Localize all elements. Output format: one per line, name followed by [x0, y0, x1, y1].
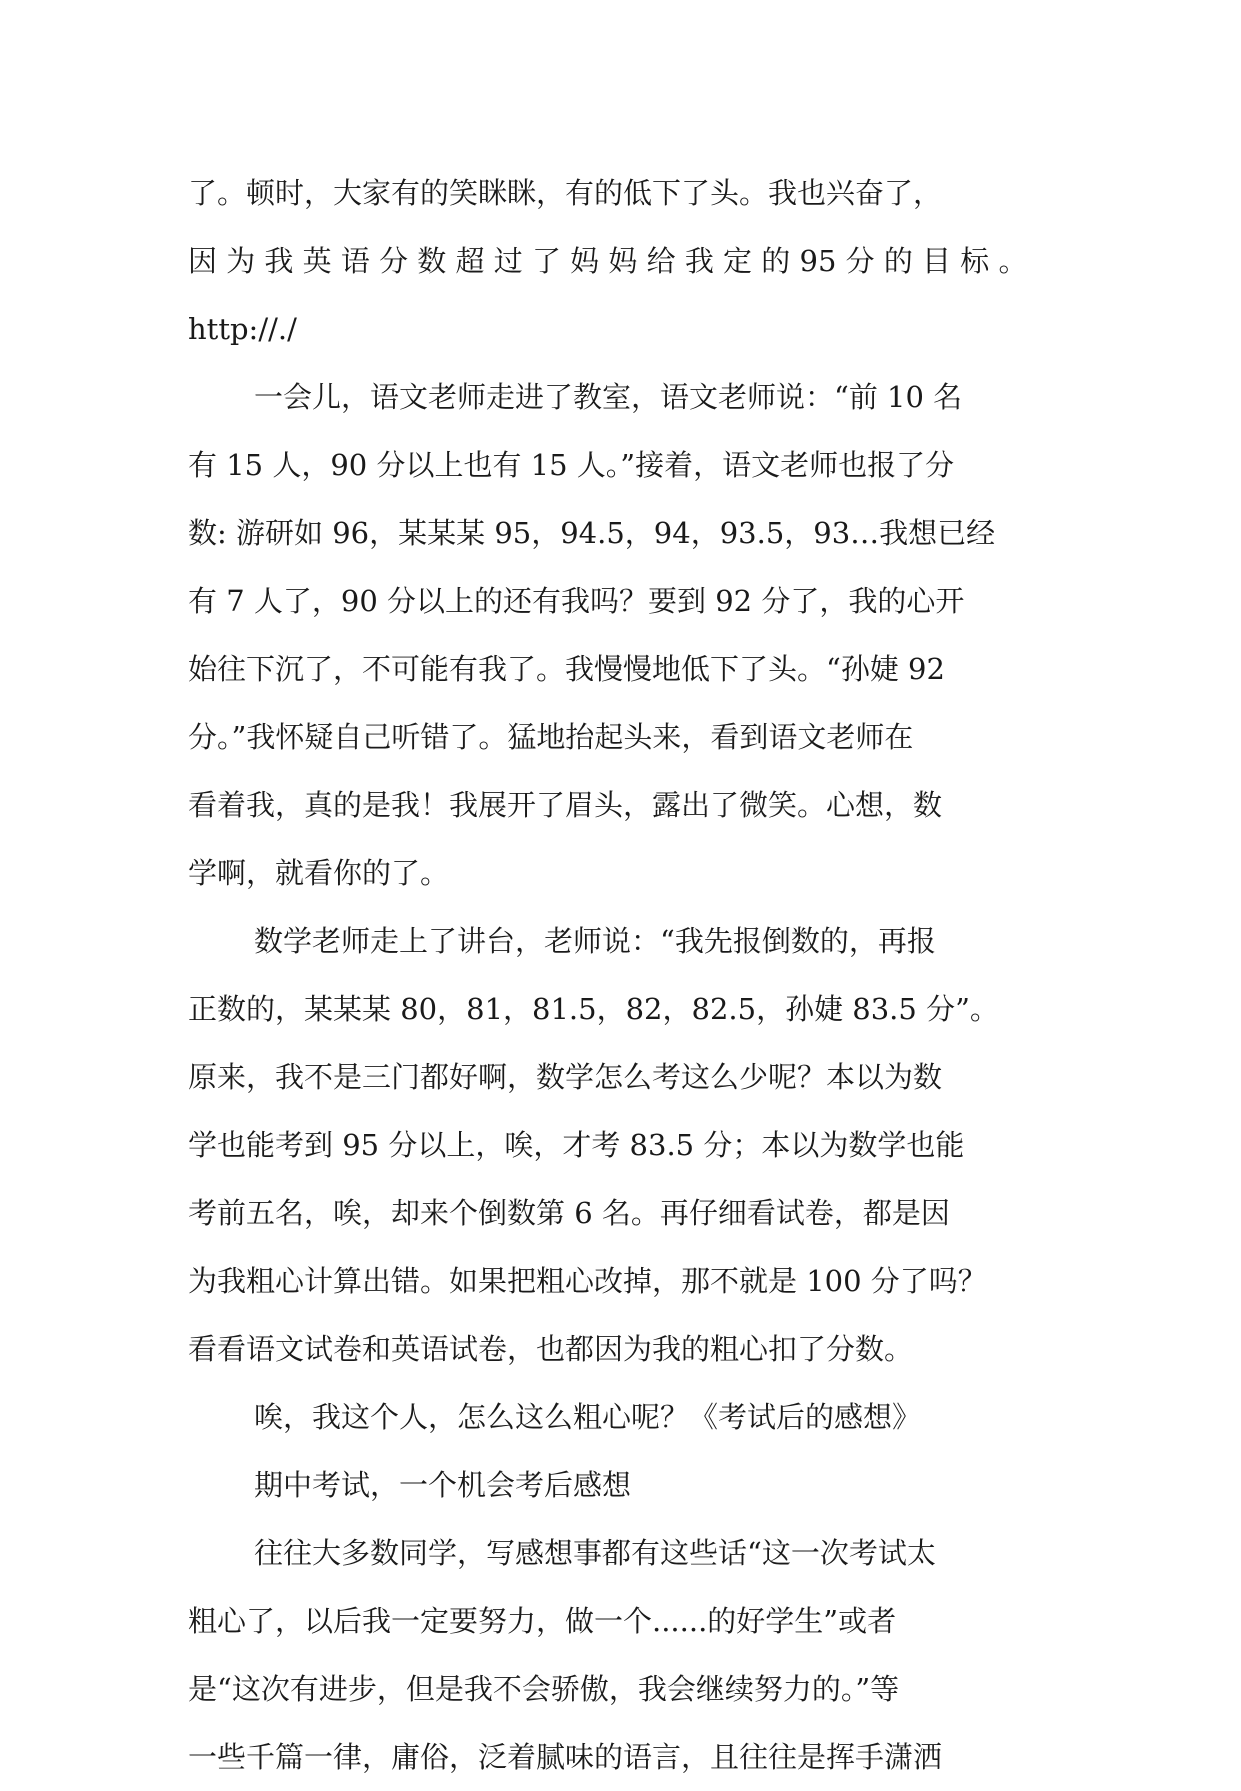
paragraph-start-line: 一会儿，语文老师走进了教室，语文老师说：“前 10 名 [254, 380, 963, 414]
text-line: 看着我，真的是我！我展开了眉头，露出了微笑。心想，数 [188, 788, 943, 822]
text-line: 数: 游研如 96，某某某 95，94.5，94，93.5，93…我想已经 [188, 516, 996, 550]
text-line: 原来，我不是三门都好啊，数学怎么考这么少呢？本以为数 [188, 1060, 943, 1094]
paragraph-start-line: 期中考试，一个机会考后感想 [254, 1468, 632, 1502]
text-line: 学啊，就看你的了。 [188, 856, 450, 890]
text-line: 有 15 人，90 分以上也有 15 人。”接着，语文老师也报了分 [188, 448, 955, 482]
essay-body [188, 159, 1068, 1791]
text-line: 始往下沉了，不可能有我了。我慢慢地低下了头。“孙婕 92 [188, 652, 945, 686]
paragraph-start-line: 往往大多数同学，写感想事都有这些话“这一次考试太 [254, 1536, 936, 1570]
url-line: http://./ [188, 312, 297, 346]
text-line: 看看语文试卷和英语试卷，也都因为我的粗心扣了分数。 [188, 1332, 914, 1366]
text-line: 一些千篇一律，庸俗，泛着腻味的语言，且往往是挥手潇洒 [188, 1740, 943, 1774]
paragraph-start-line: 数学老师走上了讲台，老师说：“我先报倒数的，再报 [254, 924, 936, 958]
paragraph-start-line: 唉，我这个人，怎么这么粗心呢？《考试后的感想》 [254, 1400, 922, 1434]
text-line: 正数的，某某某 80，81，81.5，82，82.5，孙婕 83.5 分”。 [188, 992, 999, 1026]
text-line: 因 为 我 英 语 分 数 超 过 了 妈 妈 给 我 定 的 95 分 的 目 标 。 [188, 244, 1028, 278]
text-line: 粗心了，以后我一定要努力，做一个......的好学生”或者 [188, 1604, 897, 1638]
text-line: 为我粗心计算出错。如果把粗心改掉，那不就是 100 分了吗？ [188, 1264, 987, 1298]
text-line: 分。”我怀疑自己听错了。猛地抬起头来，看到语文老师在 [188, 720, 914, 754]
text-line: 考前五名，唉，却来个倒数第 6 名。再仔细看试卷，都是因 [188, 1196, 950, 1230]
text-line: 了。顿时，大家有的笑眯眯，有的低下了头。我也兴奋了， [188, 176, 943, 210]
text-line: 是“这次有进步，但是我不会骄傲，我会继续努力的。”等 [188, 1672, 900, 1706]
text-line: 有 7 人了，90 分以上的还有我吗？要到 92 分了，我的心开 [188, 584, 965, 618]
text-line: 学也能考到 95 分以上，唉，才考 83.5 分；本以为数学也能 [188, 1128, 965, 1162]
